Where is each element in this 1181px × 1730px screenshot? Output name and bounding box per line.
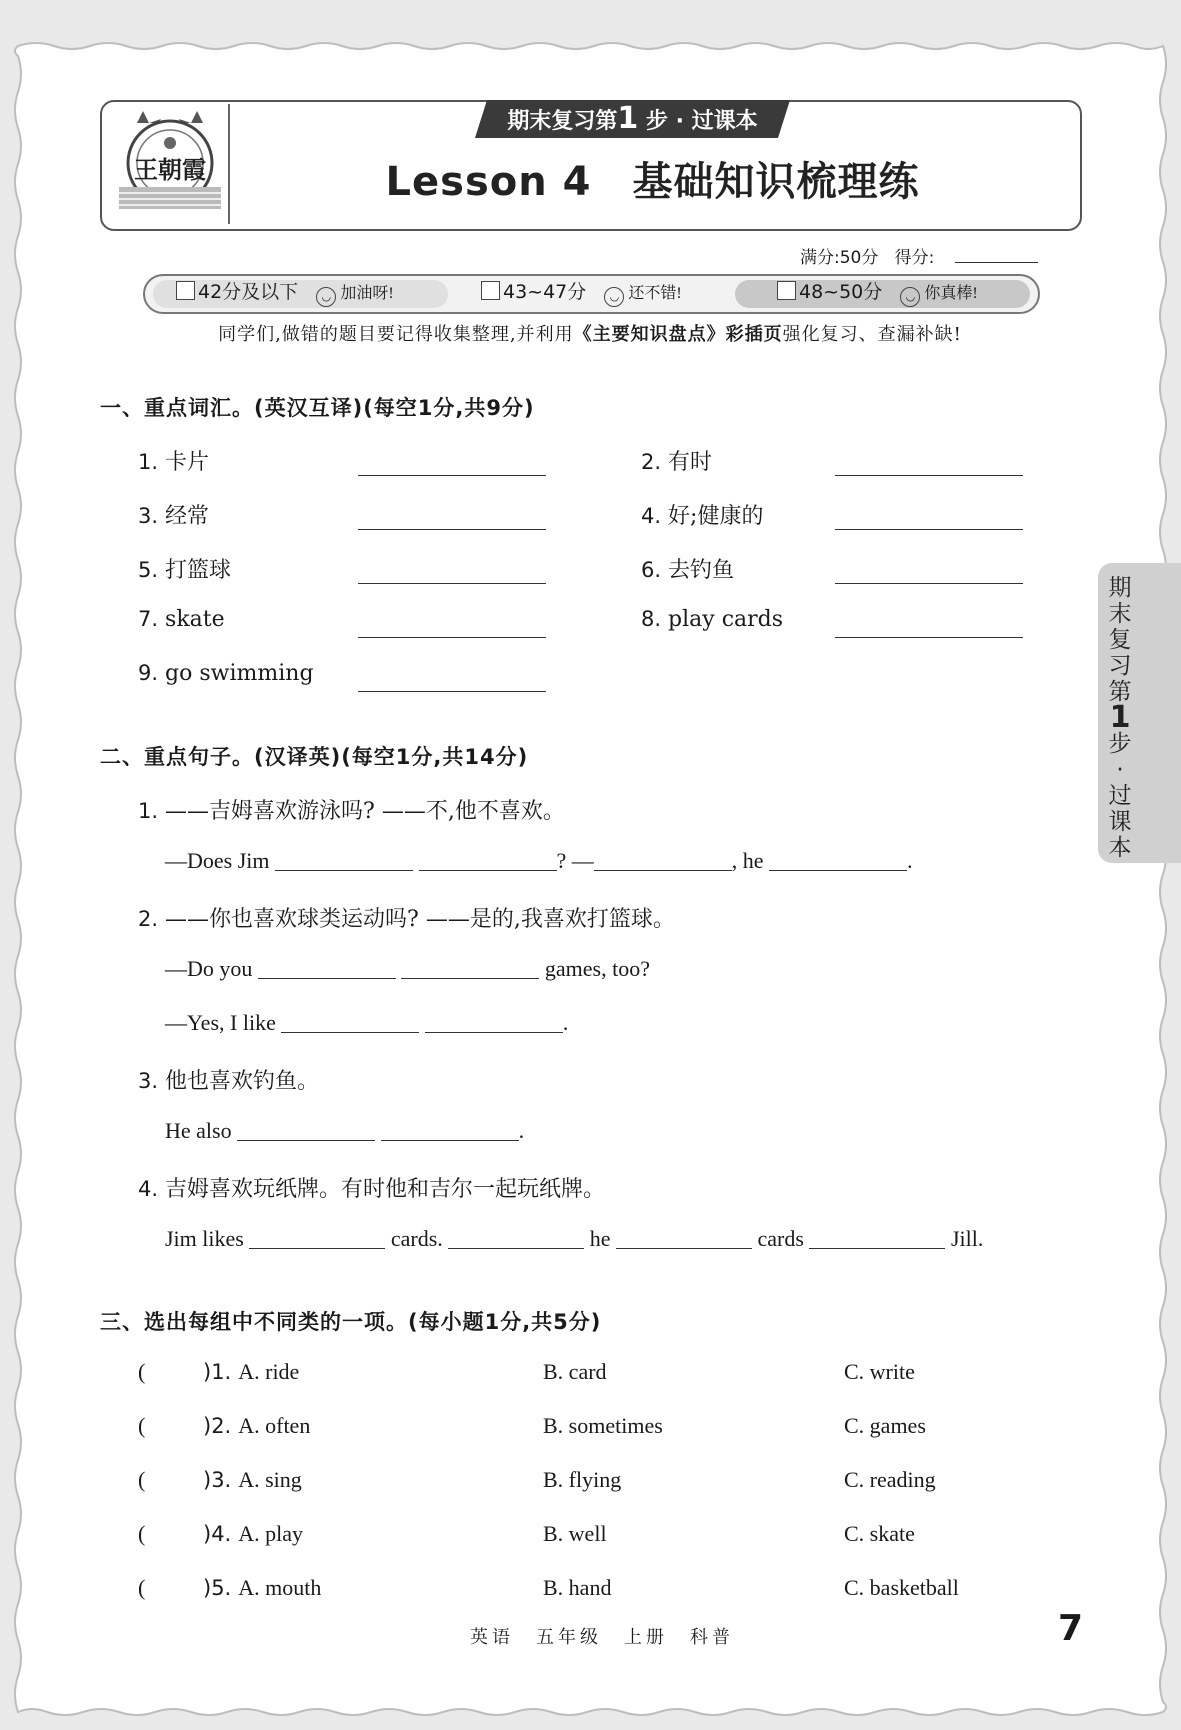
option-b: B. well bbox=[543, 1521, 607, 1546]
rating-range-2: 43~47分 bbox=[503, 281, 587, 303]
rating-item-1 bbox=[176, 281, 394, 307]
answer-blank[interactable] bbox=[835, 475, 1023, 476]
side-tab-number: 1 bbox=[1109, 700, 1131, 735]
section-3-title: 三、选出每组中不同类的一项。(每小题1分,共5分) bbox=[100, 1310, 602, 1334]
item-number: )2. bbox=[203, 1414, 232, 1438]
item-text: 卡片 bbox=[165, 450, 210, 475]
vocab-item bbox=[138, 445, 209, 476]
choice-row bbox=[203, 1467, 302, 1493]
answer-line bbox=[165, 1226, 983, 1252]
sentence-question bbox=[138, 1064, 319, 1095]
side-tab-top: 期末复习第 bbox=[1108, 575, 1132, 705]
answer-blank[interactable] bbox=[425, 1031, 563, 1033]
choice-row bbox=[203, 1413, 310, 1439]
sentence-question bbox=[138, 902, 675, 933]
item-number: 7. bbox=[138, 607, 159, 631]
answer-text: . bbox=[907, 848, 913, 873]
choice-paren[interactable]: ( bbox=[138, 1413, 146, 1438]
full-score-label: 满分:50分 bbox=[800, 248, 879, 268]
rating-checkbox-2[interactable] bbox=[481, 281, 500, 300]
choice-row bbox=[203, 1575, 321, 1601]
rating-checkbox-1[interactable] bbox=[176, 281, 195, 300]
choice-row bbox=[203, 1359, 299, 1385]
answer-text: ? — bbox=[556, 848, 594, 873]
sentence-question bbox=[138, 1172, 605, 1203]
answer-blank[interactable] bbox=[809, 1247, 945, 1249]
choice-paren[interactable]: ( bbox=[138, 1521, 146, 1546]
notice-bold: 《主要知识盘点》彩插页 bbox=[573, 324, 783, 345]
banner-prefix: 期末复习第 bbox=[507, 109, 618, 134]
option-a: A. mouth bbox=[238, 1575, 322, 1600]
sentence-question bbox=[138, 794, 565, 825]
answer-text: , he bbox=[731, 848, 764, 873]
choice-row bbox=[203, 1521, 303, 1547]
item-number: 2. bbox=[641, 450, 662, 474]
answer-blank[interactable] bbox=[358, 583, 546, 584]
notice-after: 强化复习、查漏补缺! bbox=[782, 324, 962, 345]
item-text: 好;健康的 bbox=[668, 504, 764, 529]
answer-blank[interactable] bbox=[401, 977, 539, 979]
banner-suffix: 步 · 过课本 bbox=[645, 109, 758, 134]
choice-paren[interactable]: ( bbox=[138, 1575, 146, 1600]
item-number: )5. bbox=[203, 1576, 232, 1600]
answer-text: games, too? bbox=[544, 956, 650, 981]
answer-line bbox=[165, 1118, 524, 1144]
item-number: )4. bbox=[203, 1522, 232, 1546]
answer-blank[interactable] bbox=[381, 1139, 519, 1141]
smiley-face-icon: ◡ bbox=[316, 287, 336, 307]
rating-message-1: 加油呀! bbox=[340, 285, 394, 302]
answer-text: —Does Jim bbox=[165, 848, 270, 873]
item-text: 有时 bbox=[668, 450, 713, 475]
answer-text: —Do you bbox=[165, 956, 253, 981]
question-chinese: ——吉姆喜欢游泳吗? ——不,他不喜欢。 bbox=[165, 799, 565, 824]
smiley-face-icon: ◡ bbox=[900, 287, 920, 307]
item-text: go swimming bbox=[165, 661, 314, 686]
option-a: A. play bbox=[238, 1521, 303, 1546]
question-chinese: 他也喜欢钓鱼。 bbox=[165, 1069, 320, 1094]
answer-blank[interactable] bbox=[281, 1031, 419, 1033]
answer-text: he bbox=[589, 1226, 611, 1251]
rating-item-3 bbox=[777, 281, 978, 307]
option-a: A. ride bbox=[238, 1359, 300, 1384]
item-number: 4. bbox=[641, 504, 662, 528]
item-number: )3. bbox=[203, 1468, 232, 1492]
banner-text bbox=[475, 100, 790, 138]
vocab-item bbox=[641, 553, 734, 584]
section-1-title: 一、重点词汇。(英汉互译)(每空1分,共9分) bbox=[100, 396, 535, 420]
vocab-item bbox=[641, 607, 783, 632]
vocab-item bbox=[138, 553, 231, 584]
option-c: C. games bbox=[844, 1413, 926, 1438]
item-number: 1. bbox=[138, 799, 159, 823]
answer-blank[interactable] bbox=[358, 529, 546, 530]
item-text: skate bbox=[165, 607, 225, 632]
item-number: 3. bbox=[138, 504, 159, 528]
rating-item-2 bbox=[481, 281, 682, 307]
got-score-label: 得分: bbox=[894, 248, 935, 268]
side-tab-bottom: 步·过课本 bbox=[1108, 731, 1132, 861]
page-number: 7 bbox=[1058, 1608, 1084, 1649]
answer-blank[interactable] bbox=[237, 1139, 375, 1141]
question-chinese: 吉姆喜欢玩纸牌。有时他和吉尔一起玩纸牌。 bbox=[165, 1177, 606, 1202]
question-chinese: ——你也喜欢球类运动吗? ——是的,我喜欢打篮球。 bbox=[165, 907, 675, 932]
choice-paren[interactable]: ( bbox=[138, 1467, 146, 1492]
option-b: B. hand bbox=[543, 1575, 612, 1600]
answer-text: He also bbox=[165, 1118, 232, 1143]
answer-blank[interactable] bbox=[769, 869, 907, 871]
vocab-item bbox=[641, 445, 712, 476]
answer-blank[interactable] bbox=[249, 1247, 385, 1249]
section-2-title: 二、重点句子。(汉译英)(每空1分,共14分) bbox=[100, 745, 529, 769]
rating-range-3: 48~50分 bbox=[799, 281, 883, 303]
lesson-title: Lesson 4 基础知识梳理练 bbox=[385, 159, 920, 205]
answer-blank[interactable] bbox=[258, 977, 396, 979]
answer-text: . bbox=[562, 1010, 569, 1035]
rating-checkbox-3[interactable] bbox=[777, 281, 796, 300]
option-c: C. basketball bbox=[844, 1575, 959, 1600]
item-number: 9. bbox=[138, 661, 159, 685]
item-text: 打篮球 bbox=[165, 558, 232, 583]
option-b: B. sometimes bbox=[543, 1413, 663, 1438]
answer-line bbox=[165, 956, 650, 982]
smiley-face-icon: ◡ bbox=[604, 287, 624, 307]
answer-blank[interactable] bbox=[419, 869, 557, 871]
rating-message-2: 还不错! bbox=[628, 285, 682, 302]
answer-text: Jim likes bbox=[165, 1226, 244, 1251]
answer-blank[interactable] bbox=[594, 869, 732, 871]
answer-blank[interactable] bbox=[358, 475, 546, 476]
notice-text bbox=[140, 320, 1040, 346]
option-b: B. card bbox=[543, 1359, 607, 1384]
vocab-item bbox=[138, 607, 225, 632]
answer-blank[interactable] bbox=[448, 1247, 584, 1249]
item-number: 1. bbox=[138, 450, 159, 474]
item-number: 8. bbox=[641, 607, 662, 631]
answer-blank[interactable] bbox=[616, 1247, 752, 1249]
rating-message-3: 你真棒! bbox=[924, 285, 978, 302]
score-line bbox=[800, 243, 934, 268]
notice-before: 同学们,做错的题目要记得收集整理,并利用 bbox=[218, 324, 574, 345]
answer-line bbox=[165, 848, 913, 874]
item-text: play cards bbox=[668, 607, 784, 632]
answer-text: Jill. bbox=[950, 1226, 984, 1251]
item-number: )1. bbox=[203, 1360, 232, 1384]
item-number: 6. bbox=[641, 558, 662, 582]
choice-paren[interactable]: ( bbox=[138, 1359, 146, 1384]
option-a: A. sing bbox=[238, 1467, 302, 1492]
side-tab-text bbox=[1100, 575, 1140, 861]
banner-step-number: 1 bbox=[617, 101, 639, 136]
answer-text: —Yes, I like bbox=[165, 1010, 276, 1035]
option-c: C. skate bbox=[844, 1521, 915, 1546]
answer-blank[interactable] bbox=[275, 869, 413, 871]
answer-text: . bbox=[518, 1118, 525, 1143]
item-text: 经常 bbox=[165, 504, 210, 529]
vocab-item bbox=[138, 661, 314, 686]
logo-text: 王朝霞 bbox=[134, 156, 206, 184]
option-c: C. write bbox=[844, 1359, 915, 1384]
vocab-item bbox=[138, 499, 209, 530]
answer-text: cards bbox=[757, 1226, 804, 1251]
answer-blank[interactable] bbox=[835, 583, 1023, 584]
answer-blank[interactable] bbox=[835, 637, 1023, 638]
item-number: 2. bbox=[138, 907, 159, 931]
rating-range-1: 42分及以下 bbox=[198, 281, 299, 303]
item-number: 4. bbox=[138, 1177, 159, 1201]
score-blank[interactable] bbox=[955, 262, 1038, 263]
option-a: A. often bbox=[238, 1413, 311, 1438]
answer-text: cards. bbox=[390, 1226, 443, 1251]
item-text: 去钓鱼 bbox=[668, 558, 735, 583]
answer-line bbox=[165, 1010, 568, 1036]
answer-blank[interactable] bbox=[358, 691, 546, 692]
answer-blank[interactable] bbox=[358, 637, 546, 638]
vocab-item bbox=[641, 499, 763, 530]
item-number: 5. bbox=[138, 558, 159, 582]
option-b: B. flying bbox=[543, 1467, 622, 1492]
option-c: C. reading bbox=[844, 1467, 936, 1492]
item-number: 3. bbox=[138, 1069, 159, 1093]
footer-text: 英语 五年级 上册 科普 bbox=[470, 1627, 734, 1648]
answer-blank[interactable] bbox=[835, 529, 1023, 530]
